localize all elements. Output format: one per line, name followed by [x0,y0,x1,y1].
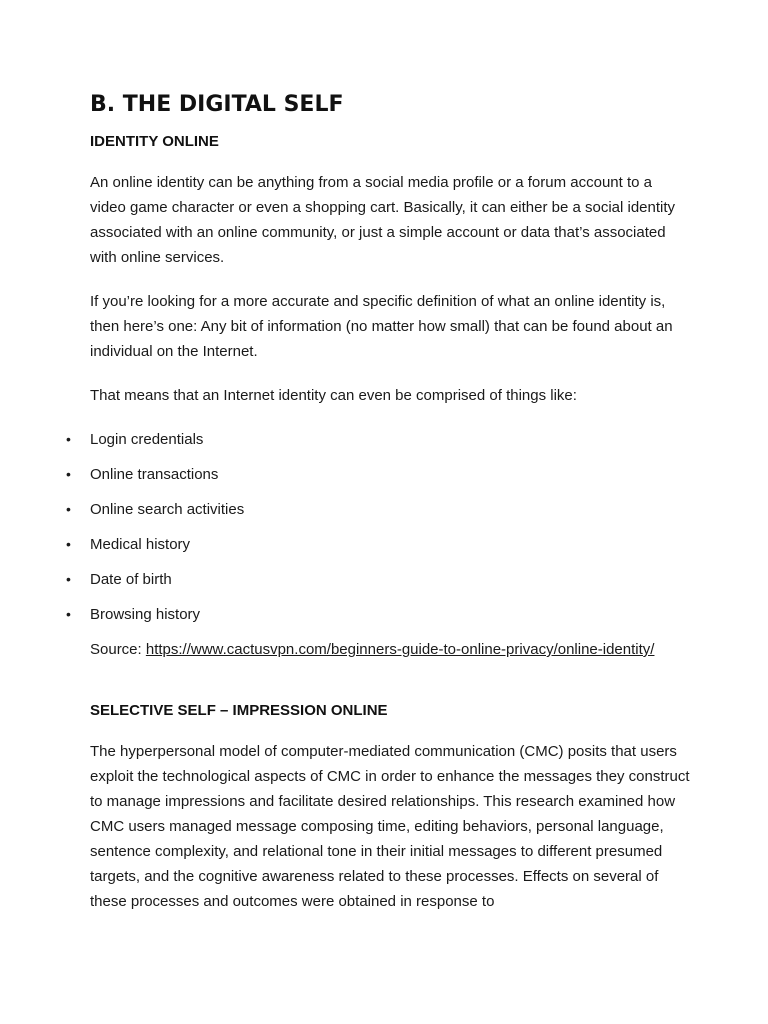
bullet-icon: • [66,536,71,552]
list-item [66,497,690,522]
source-label: Source: [90,641,146,658]
list-item-text: Browsing history [90,606,201,623]
source-link[interactable]: https://www.cactusvpn.com/beginners-guide-to-online-privacy/online-identity/ [145,641,655,658]
subheading-identity-online: IDENTITY ONLINE [90,133,219,150]
list-item [66,567,690,592]
bullet-icon: • [66,571,71,587]
bullet-icon: • [66,606,71,622]
subheading-selective-self: SELECTIVE SELF – IMPRESSION ONLINE [90,702,388,719]
list-item-text: Medical history [90,536,191,553]
paragraph-online-identity: An online identity can be anything from a social media profile or a forum account to a video game character or even a shopping cart. Basically, it can either be a social identity associated with an online community, or just a simple account or data that’s associated with online services. [90,174,676,266]
bullet-icon: • [66,501,71,517]
document-page [66,92,690,933]
list-item [66,532,690,557]
list-item [66,602,690,627]
list-item [66,462,690,487]
list-item [66,427,690,452]
list-item-text: Login credentials [90,431,204,448]
paragraph-things-like: That means that an Internet identity can even be comprised of things like: [90,387,577,404]
bullet-icon: • [66,466,71,482]
list-item-text: Online search activities [90,501,245,518]
list-item-text: Online transactions [90,466,219,483]
paragraph-definition: If you’re looking for a more accurate and specific definition of what an online identity is, then here’s one: Any bit of information (no matter how small) that can be found about an individual on the Internet. [90,293,673,360]
bullet-list [66,427,690,627]
section-title: B. THE DIGITAL SELF [90,92,344,117]
paragraph-hyperpersonal-model: The hyperpersonal model of computer-mediated communication (CMC) posits that users exploit the technological aspects of CMC in order to enhance the messages they construct to manage impressions and facilitate desired relationships. This research examined how CMC users managed message composing time, editing behaviors, personal language, sentence complexity, and relational tone in their initial messages to different presumed targets, and the cognitive awareness related to these processes. Effects on several of these processes and outcomes were obtained in response to [90,743,690,910]
list-item-text: Date of birth [90,571,172,588]
bullet-icon: • [66,431,71,447]
source-citation [90,637,690,662]
